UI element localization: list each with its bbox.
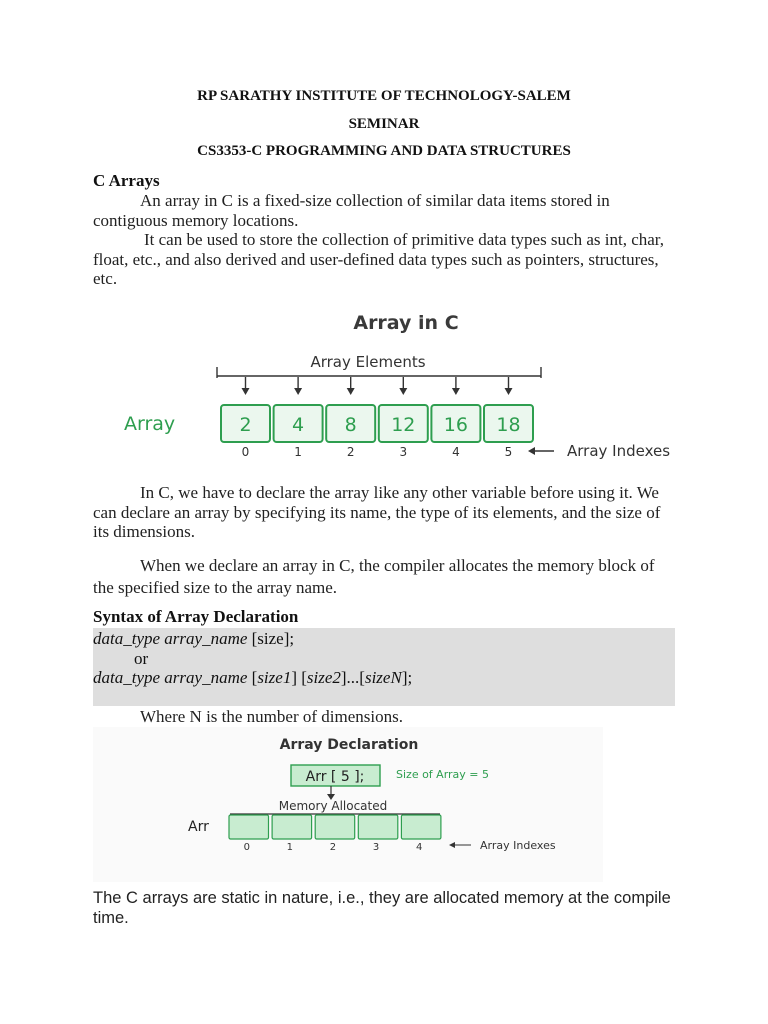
memory-index: 0 — [243, 842, 250, 853]
array-cell-value: 2 — [239, 414, 252, 436]
array-cell-value: 4 — [292, 414, 305, 436]
memory-cell — [358, 815, 398, 839]
element-arrow — [399, 377, 407, 395]
figure2-title: Array Declaration — [279, 737, 419, 753]
seminar-heading: SEMINAR — [348, 116, 420, 132]
memory-index: 3 — [372, 842, 380, 853]
section-title-syntax: Syntax of Array Declaration — [93, 607, 299, 626]
memory-cell — [401, 815, 441, 839]
course-heading: CS3353-C PROGRAMMING AND DATA STRUCTURES — [197, 143, 571, 159]
syntax-or: or — [134, 649, 149, 668]
array-in-c-figure — [110, 300, 710, 470]
size-of-array-label: Size of Array = 5 — [396, 768, 490, 781]
static-note: The C arrays are static in nature, i.e., they are allocated memory at the compile time. — [93, 889, 671, 927]
memory-cell — [272, 815, 312, 839]
array-indexes-label: Array Indexes — [567, 442, 671, 460]
element-arrow — [505, 377, 513, 395]
array-cell-value: 16 — [443, 414, 468, 436]
memory-paragraph: When we declare an array in C, the compiler allocates the memory block of the specified size to the array name. — [93, 556, 655, 597]
array-declaration-figure — [93, 727, 603, 882]
institute-heading: RP SARATHY INSTITUTE OF TECHNOLOGY-SALEM — [197, 88, 571, 104]
indexes-arrow — [528, 447, 554, 455]
intro-paragraph-1: An array in C is a fixed-size collection of similar data items stored in contiguous memory locations. — [93, 191, 610, 230]
figure1-title: Array in C — [353, 312, 459, 334]
memory-index: 2 — [329, 842, 337, 853]
array-cell-value: 8 — [344, 414, 357, 436]
syntax-line-1: data_type array_name [size]; — [93, 629, 295, 648]
array-index: 2 — [346, 445, 355, 459]
array-cell-value: 18 — [496, 414, 521, 436]
syntax-code-block — [93, 628, 675, 706]
array-index: 1 — [294, 445, 302, 459]
array-index: 5 — [504, 445, 513, 459]
element-arrow — [294, 377, 302, 395]
array-index: 4 — [452, 445, 460, 459]
element-arrow — [242, 377, 250, 395]
arr-label: Arr — [188, 819, 209, 835]
declaration-text: Arr [ 5 ]; — [305, 769, 365, 785]
intro-paragraph-2: It can be used to store the collection of primitive data types such as int, char, float, etc., and also derived and user-defined data types such as pointers, structures, etc. — [93, 230, 665, 288]
memory-cell — [315, 815, 355, 839]
memory-index: 4 — [415, 842, 423, 853]
array-indexes — [242, 445, 513, 459]
array-label: Array — [124, 413, 176, 435]
array-elements-label: Array Elements — [310, 353, 426, 371]
array-cells — [221, 405, 533, 442]
memory-cells — [229, 815, 441, 839]
section-title-c-arrays: C Arrays — [93, 171, 160, 190]
array-index: 0 — [241, 445, 250, 459]
element-arrow — [452, 377, 460, 395]
array-index: 3 — [399, 445, 408, 459]
memory-cell — [229, 815, 269, 839]
array-cell-value: 12 — [391, 414, 416, 436]
declare-paragraph: In C, we have to declare the array like any other variable before using it. We can declare an array by specifying its name, the type of its elements, and the size of its dimensions. — [93, 483, 661, 541]
memory-index: 1 — [286, 842, 294, 853]
memory-indexes-label: Array Indexes — [480, 839, 556, 852]
element-arrows — [242, 377, 513, 395]
memory-allocated-label: Memory Allocated — [278, 799, 388, 813]
element-arrow — [347, 377, 355, 395]
dimensions-note: Where N is the number of dimensions. — [140, 707, 403, 726]
syntax-line-3: data_type array_name [size1] [size2]...[sizeN]; — [93, 668, 413, 687]
